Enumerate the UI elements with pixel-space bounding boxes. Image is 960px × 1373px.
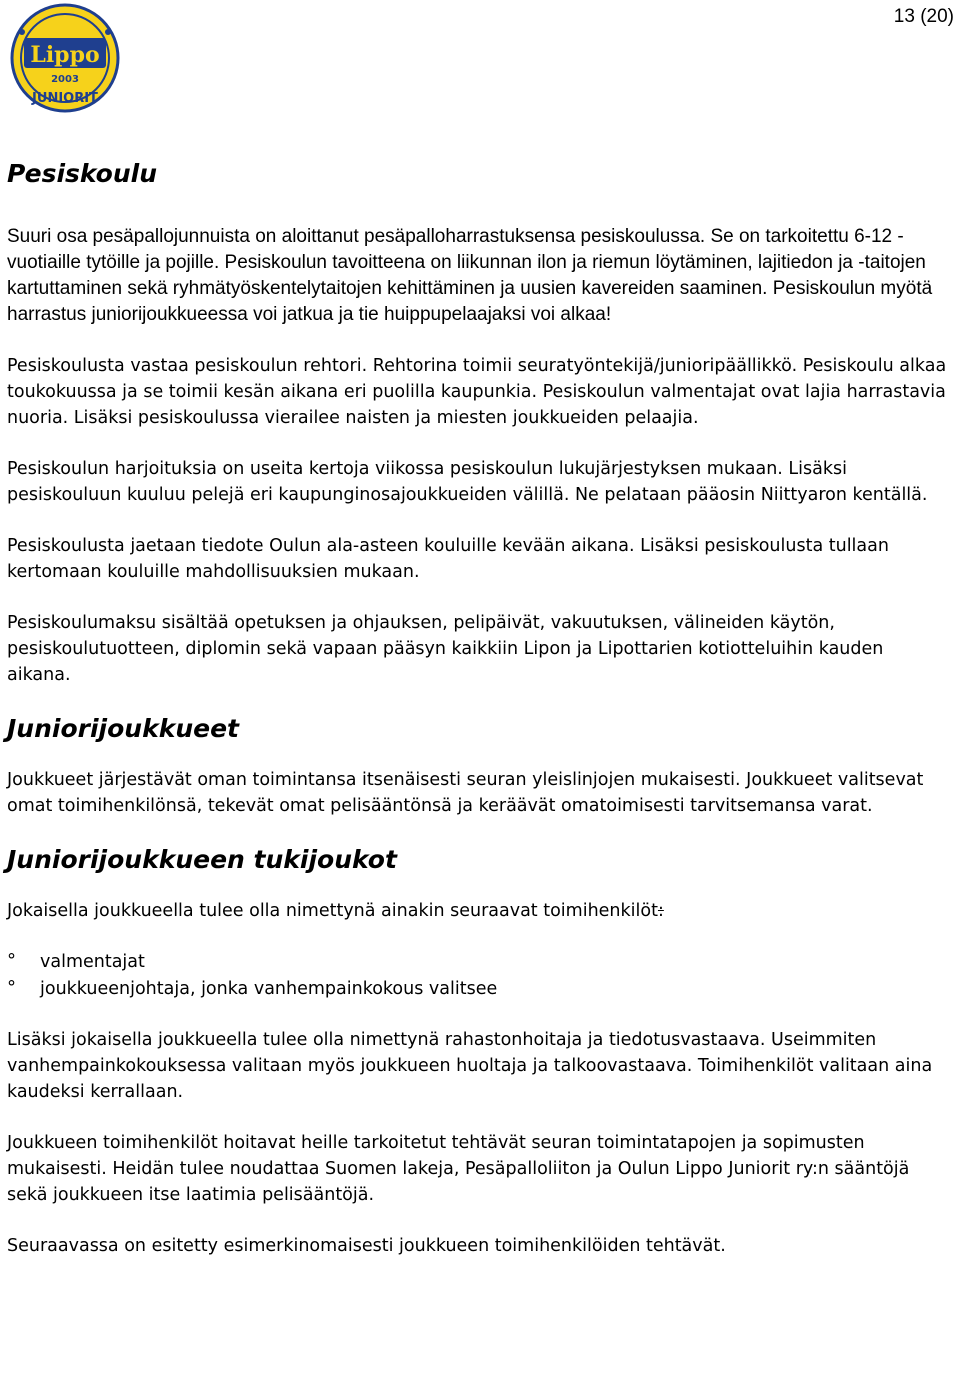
toimihenkilot-list (7, 949, 947, 1003)
tukijoukot-paragraph-2: Joukkueen toimihenkilöt hoitavat heille tarkoitetut tehtävät seuran toimintatapojen ja sopimusten mukaisesti. Heidän tulee noudattaa Suomen lakeja, Pesäpalloliiton ja Oulun Lippo Juniorit ry:n sääntöjä sekä joukkueen itse laatimia pelisääntöjä. (7, 1133, 910, 1205)
pesiskoulu-paragraph-3: Pesiskoulun harjoituksia on useita kertoja viikossa pesiskoulun lukujärjestyksen mukaan. Lisäksi pesiskouluun kuuluu pelejä eri kaupunginosajoukkueiden välillä. Ne pelataan pääosin Niittyaron kentällä. (7, 459, 928, 505)
heading-tukijoukot: Juniorijoukkueen tukijoukot (7, 845, 397, 874)
document-body (7, 158, 947, 1284)
heading-juniorijoukkueet: Juniorijoukkueet (7, 714, 239, 743)
pesiskoulu-p1-text: Suuri osa pesäpallojunnuista on aloittanut pesäpalloharrastuksensa pesiskoulussa. Se on tarkoitettu 6-12 -vuotiaille tytöille ja pojille. Pesiskoulun tavoitteena on liikunnan ilon ja riemun löytäminen, lajitiedon ja -taitojen kartuttaminen sekä ryhmätyöskentelytaitojen kehittäminen ja uusien kavereiden saaminen. (7, 226, 926, 299)
pesiskoulu-paragraph-5: Pesiskoulumaksu sisältää opetuksen ja ohjauksen, pelipäivät, vakuutuksen, välineiden käytön, pesiskoulutuotteen, diplomin sekä vapaan pääsyn kaikkiin Lipon ja Lipottarien kotiotteluihin kauden aikana. (7, 613, 884, 685)
pesiskoulu-p1b-text: Pesiskoulun myötä harrastus juniorijoukkueessa voi jatkua ja tie huippupelaajaksi voi alkaa! (7, 278, 933, 325)
tukijoukot-paragraph-3: Seuraavassa on esitetty esimerkinomaisesti joukkueen toimihenkilöiden tehtävät. (7, 1236, 726, 1256)
tukijoukot-intro-strike: : (657, 901, 664, 921)
tukijoukot-paragraph-1: Lisäksi jokaisella joukkueella tulee olla nimettynä rahastonhoitaja ja tiedotusvastaava. Useimmiten vanhempainkokouksessa valitaan myös joukkueen huoltaja ja talkoovastaava. Toimihenkilöt valitaan aina kaudeksi kerrallaan. (7, 1030, 933, 1102)
pesiskoulu-paragraph-1 (7, 224, 947, 328)
tukijoukot-intro (7, 898, 947, 924)
logo-name: Lippo (30, 42, 100, 68)
lippo-juniorit-logo (4, 2, 126, 114)
logo-subtitle: JUNIORIT (32, 91, 98, 106)
pesiskoulu-paragraph-4: Pesiskoulusta jaetaan tiedote Oulun ala-asteen kouluille kevään aikana. Lisäksi pesiskoulusta tullaan kertomaan kouluille mahdollisuuksien mukaan. (7, 536, 889, 582)
logo-year: 2003 (51, 74, 79, 85)
tukijoukot-intro-text: Jokaisella joukkueella tulee olla nimettynä ainakin seuraavat toimihenkilöt (7, 901, 658, 921)
juniorijoukkueet-paragraph-1: Joukkueet järjestävät oman toimintansa itsenäisesti seuran yleislinjojen mukaisesti. Joukkueet valitsevat omat toimihenkilönsä, tekevät omat pelisääntönsä ja keräävät omatoimisesti tarvitsemansa varat. (7, 770, 924, 816)
list-item: ° valmentajat (7, 949, 947, 976)
list-item: ° joukkueenjohtaja, jonka vanhempainkokous valitsee (7, 976, 947, 1003)
pesiskoulu-paragraph-2: Pesiskoulusta vastaa pesiskoulun rehtori. Rehtorina toimii seuratyöntekijä/junioripäällikkö. Pesiskoulu alkaa toukokuussa ja se toimii kesän aikana eri puolilla kaupunkia. Pesiskoulun valmentajat ovat lajia harrastavia nuoria. Lisäksi pesiskoulussa vierailee naisten ja miesten joukkueiden pelaajia. (7, 356, 947, 428)
heading-pesiskoulu: Pesiskoulu (7, 159, 158, 188)
page-number: 13 (20) (893, 6, 954, 27)
